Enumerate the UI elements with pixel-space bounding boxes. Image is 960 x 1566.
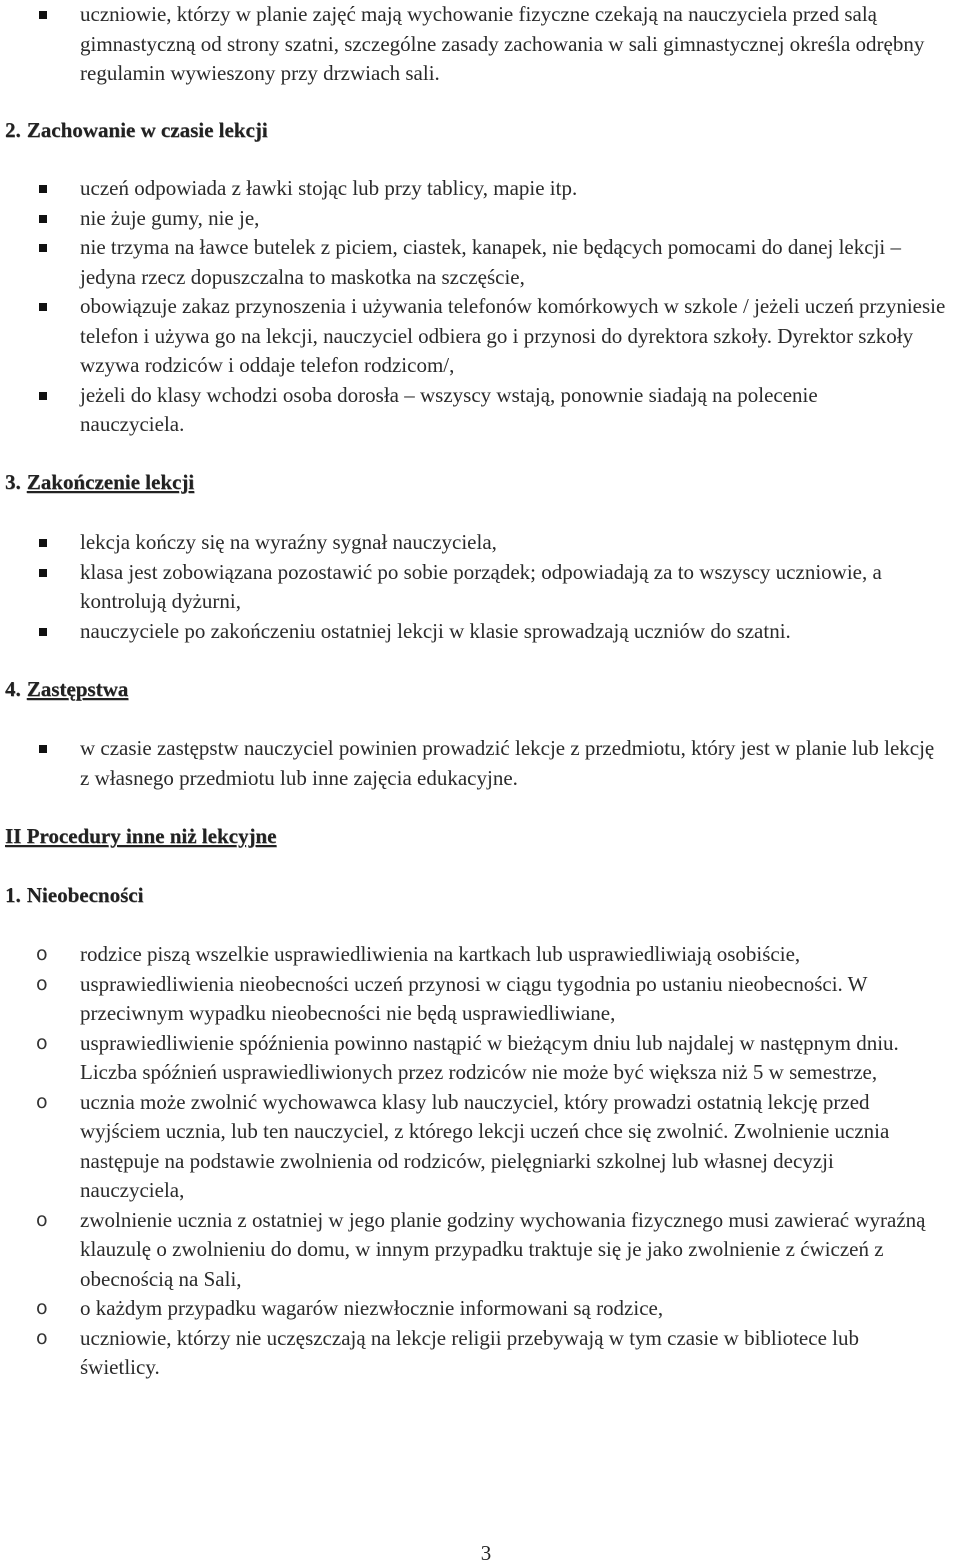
section-2-list-block	[0, 174, 960, 440]
list-item: o usprawiedliwienie spóźnienia powinno nastąpić w bieżącym dniu lub najdalej w następnym dniu. Liczba spóźnień usprawiedliwionych przez rodziców nie może być większa niż 5 w semestrze,	[0, 1029, 940, 1088]
section-3-bullet-list	[0, 528, 960, 646]
section-4-list-block	[0, 734, 960, 793]
section-3-number: 3.	[5, 470, 21, 494]
page-number: 3	[480, 1541, 492, 1565]
list-item: w czasie zastępstw nauczyciel powinien prowadzić lekcje z przedmiotu, który jest w planie lub lekcję z własnego przedmiotu lub inne zajęcia edukacyjne.	[0, 734, 940, 793]
section-3-title: Zakończenie lekcji	[26, 470, 195, 494]
section-2-bullet-list	[0, 174, 960, 440]
list-item: lekcja kończy się na wyraźny sygnał nauczyciela,	[0, 528, 940, 558]
list-item: o o każdym przypadku wagarów niezwłocznie informowani są rodzice,	[0, 1294, 940, 1324]
top-bullet-list	[0, 0, 960, 89]
section-absences-circle-list	[0, 940, 960, 1383]
section-3-heading	[5, 468, 194, 497]
top-list-block	[0, 0, 960, 89]
section-4-heading	[5, 675, 128, 704]
section-absences-heading	[5, 881, 143, 910]
list-item: o uczniowie, którzy nie uczęszczają na lekcje religii przebywają w tym czasie w bibliotece lub świetlicy.	[0, 1324, 900, 1383]
section-2-heading	[5, 116, 268, 145]
section-4-bullet-list	[0, 734, 960, 793]
section-4-number: 4.	[5, 677, 21, 701]
list-item: klasa jest zobowiązana pozostawić po sobie porządek; odpowiadają za to wszyscy uczniowie, a kontrolują dyżurni,	[0, 558, 940, 617]
list-item: o zwolnienie ucznia z ostatniej w jego planie godziny wychowania fizycznego musi zawierać wyraźną klauzulę o zwolnieniu do domu, w innym przypadku traktuje się je jako zwolnienie z ćwiczeń z obecnością na Sali,	[0, 1206, 958, 1295]
list-item: o usprawiedliwienia nieobecności uczeń przynosi w ciągu tygodnia po ustaniu nieobecności. W przeciwnym wypadku nieobecności nie będą usprawiedliwiane,	[0, 970, 920, 1029]
part-2-heading: II Procedury inne niż lekcyjne	[5, 824, 277, 848]
section-4-title: Zastępstwa	[26, 677, 129, 701]
section-absences-number: 1.	[5, 883, 21, 907]
section-absences-title: Nieobecności	[26, 883, 144, 907]
section-absences-list-block	[0, 940, 960, 1383]
section-2-title: Zachowanie w czasie lekcji	[26, 118, 268, 142]
list-item: nie trzyma na ławce butelek z piciem, ciastek, kanapek, nie będących pomocami do danej lekcji – jedyna rzecz dopuszczalna to maskotka na szczęście,	[0, 233, 940, 292]
list-item: o rodzice piszą wszelkie usprawiedliwienia na kartkach lub usprawiedliwiają osobiście,	[0, 940, 960, 970]
list-item: uczeń odpowiada z ławki stojąc lub przy tablicy, mapie itp.	[0, 174, 940, 204]
section-3-list-block	[0, 528, 960, 646]
list-item: jeżeli do klasy wchodzi osoba dorosła – wszyscy wstają, ponownie siadają na polecenie nauczyciela.	[0, 381, 920, 440]
section-2-number: 2.	[5, 118, 21, 142]
list-item: nie żuje gumy, nie je,	[0, 204, 940, 234]
list-item: obowiązuje zakaz przynoszenia i używania telefonów komórkowych w szkole / jeżeli uczeń przyniesie telefon i używa go na lekcji, nauczyciel odbiera go i przynosi do dyrektora szkoły. Dyrektor szkoły wzywa rodziców i oddaje telefon rodzicom/,	[0, 292, 958, 381]
list-item: nauczyciele po zakończeniu ostatniej lekcji w klasie sprowadzają uczniów do szatni.	[0, 617, 960, 647]
list-item: o ucznia może zwolnić wychowawca klasy lub nauczyciel, który prowadzi ostatnią lekcję przed wyjściem ucznia, lub ten nauczyciel, z którego lekcji uczeń chce się zwolnić. Zwolnienie ucznia następuje na podstawie zwolnienia od rodziców, pielęgniarki szkolnej lub własnej decyzji nauczyciela,	[0, 1088, 925, 1206]
list-item: uczniowie, którzy w planie zajęć mają wychowanie fizyczne czekają na nauczyciela przed salą gimnastyczną od strony szatni, szczególne zasady zachowania w sali gimnastycznej określa odrębny regulamin wywieszony przy drzwiach sali.	[0, 0, 940, 89]
